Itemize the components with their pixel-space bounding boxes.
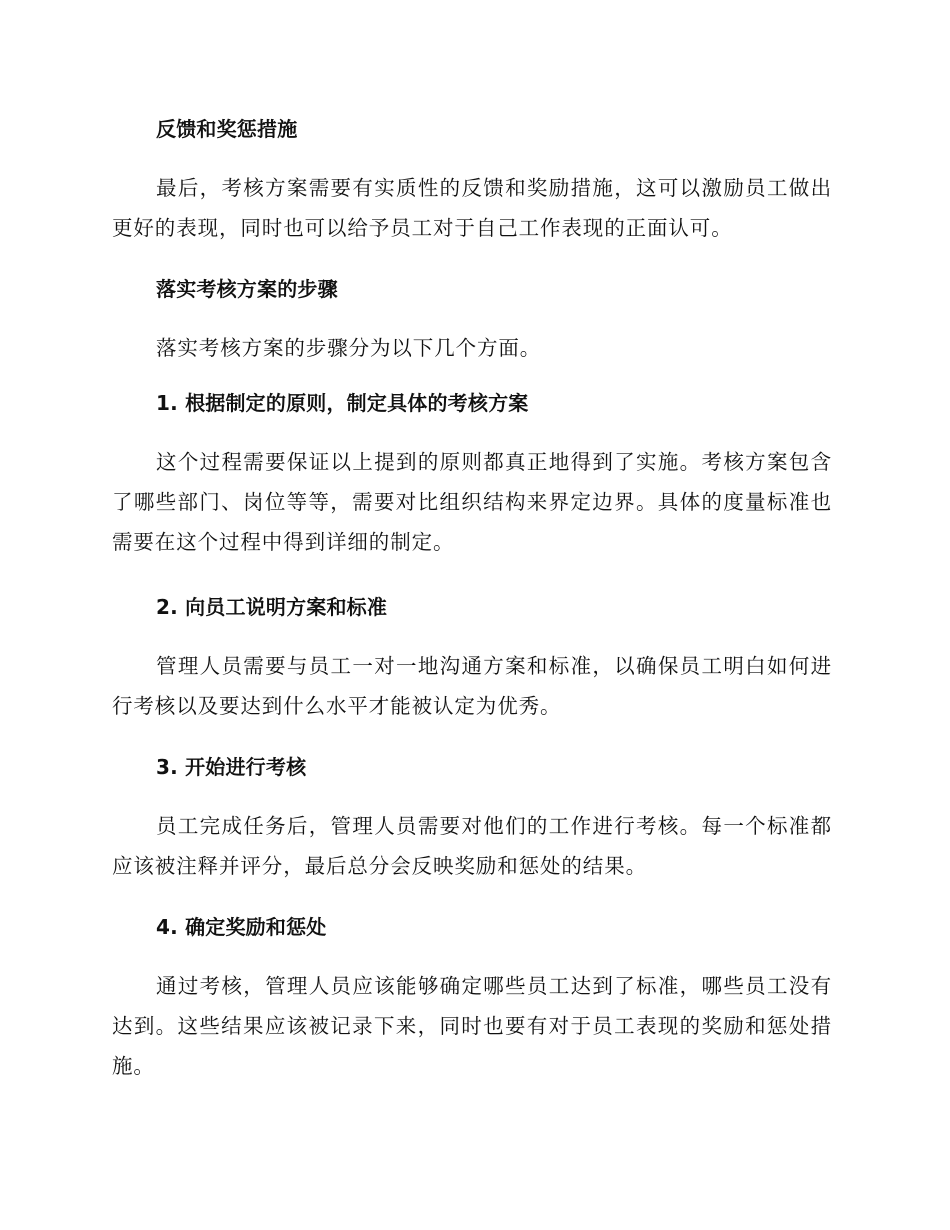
section-paragraph-step-1: 这个过程需要保证以上提到的原则都真正地得到了实施。考核方案包含了哪些部门、岗位等等，需要对比组织结构来界定边界。具体的度量标准也需要在这个过程中得到详细的制定。 [112, 450, 832, 554]
section-paragraph-steps: 落实考核方案的步骤分为以下几个方面。 [156, 336, 542, 360]
section-paragraph-step-4: 通过考核，管理人员应该能够确定哪些员工达到了标准，哪些员工没有达到。这些结果应该被记录下来，同时也要有对于员工表现的奖励和惩处措施。 [112, 974, 832, 1078]
section-heading-steps: 落实考核方案的步骤 [156, 277, 338, 301]
section-paragraph-feedback: 最后，考核方案需要有实质性的反馈和奖励措施，这可以激励员工做出更好的表现，同时也可以给予员工对于自己工作表现的正面认可。 [112, 176, 832, 240]
section-heading-step-1: 1. 根据制定的原则，制定具体的考核方案 [156, 391, 529, 415]
section-heading-step-3: 3. 开始进行考核 [156, 755, 307, 779]
section-heading-feedback: 反馈和奖惩措施 [156, 117, 298, 141]
section-paragraph-step-2: 管理人员需要与员工一对一地沟通方案和标准，以确保员工明白如何进行考核以及要达到什么水平才能被认定为优秀。 [112, 654, 832, 718]
section-heading-step-2: 2. 向员工说明方案和标准 [156, 595, 388, 619]
section-paragraph-step-3: 员工完成任务后，管理人员需要对他们的工作进行考核。每一个标准都应该被注释并评分，最后总分会反映奖励和惩处的结果。 [112, 814, 832, 878]
section-heading-step-4: 4. 确定奖励和惩处 [156, 915, 327, 939]
